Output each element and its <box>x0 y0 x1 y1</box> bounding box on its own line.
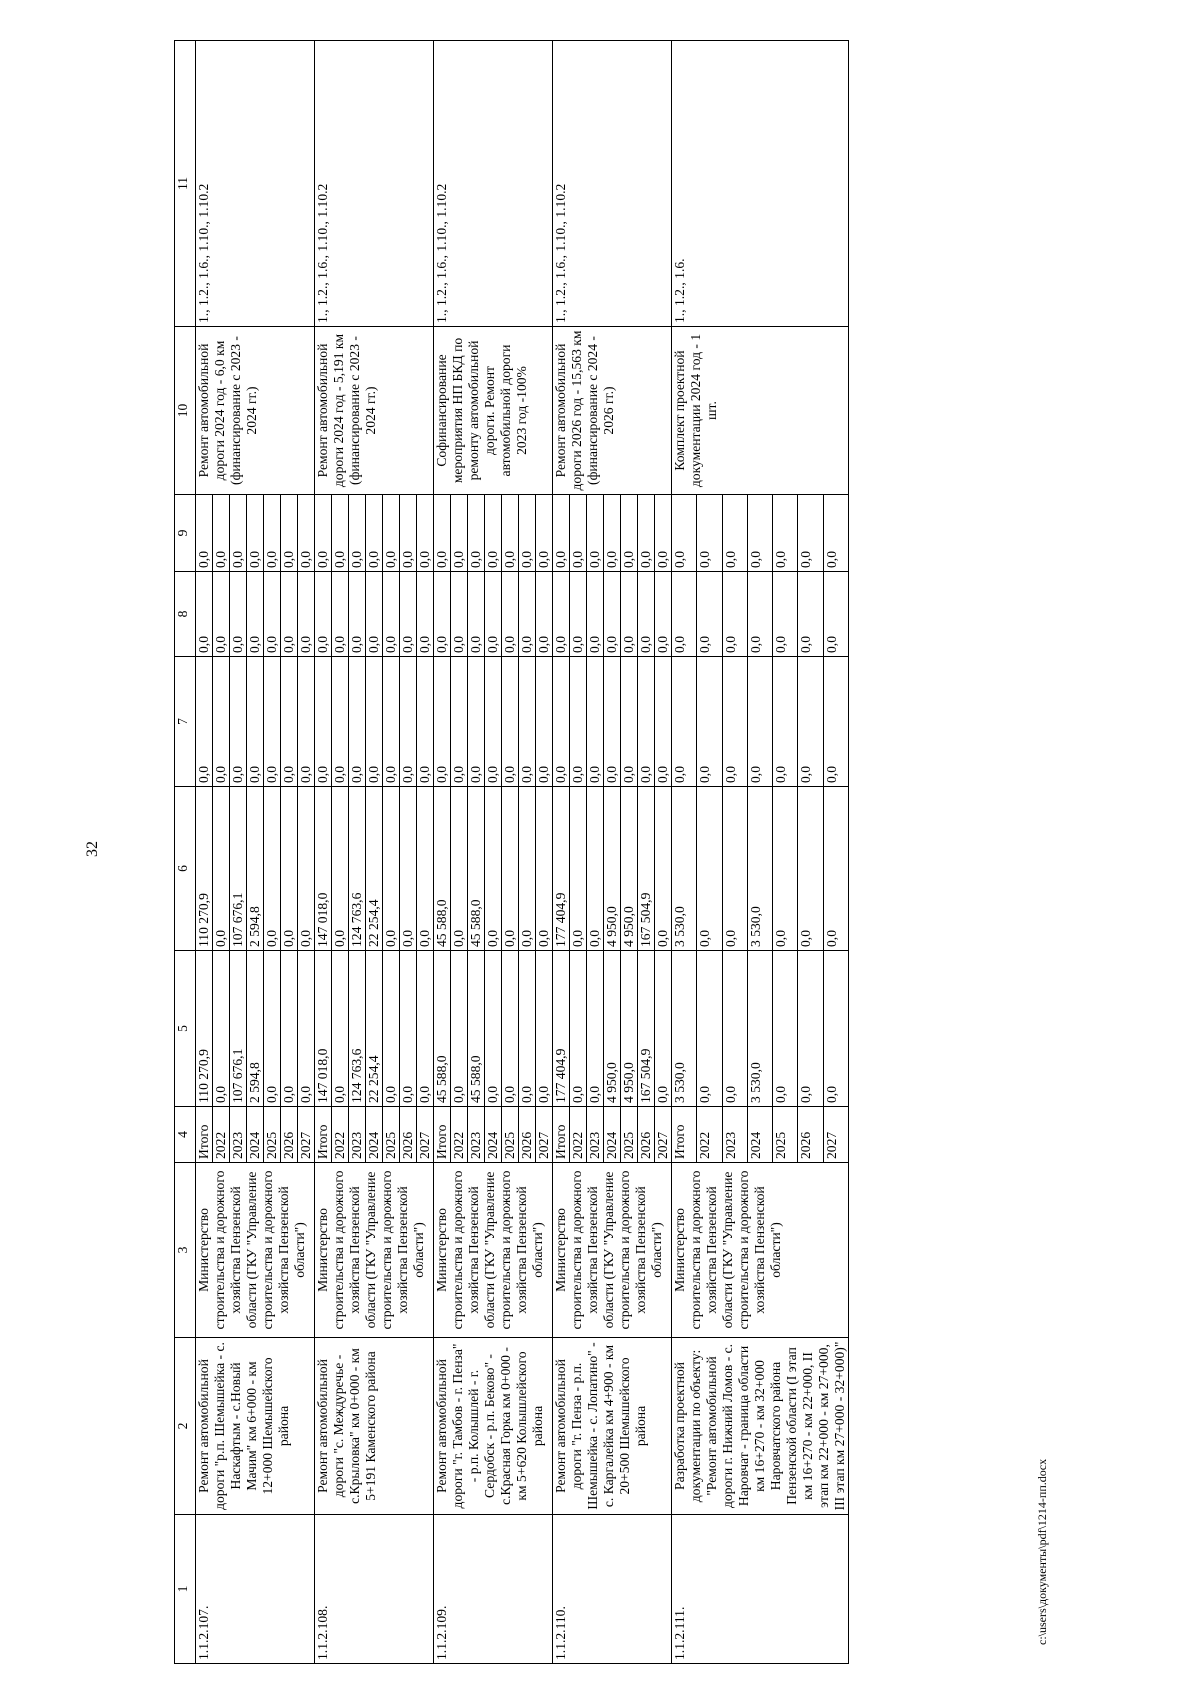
year-cell: 2025 <box>773 1107 798 1163</box>
amount-cell-c6: 0,0 <box>417 787 434 951</box>
amount-cell-c5: 0,0 <box>502 951 519 1107</box>
amount-cell-c5: 147 018,0 <box>315 951 332 1107</box>
amount-cell-c6: 0,0 <box>383 787 400 951</box>
target-indicator: Ремонт автомобильной дороги 2024 год - 5,191 км (финансирование с 2023 - 2024 гг.) <box>315 327 434 495</box>
amount-cell-c8: 0,0 <box>213 572 230 657</box>
amount-cell-c9: 0,0 <box>383 495 400 572</box>
amount-cell-c6: 2 594,8 <box>247 787 264 951</box>
amount-cell-c8: 0,0 <box>196 572 213 657</box>
amount-cell-c7: 0,0 <box>553 657 570 787</box>
amount-cell-c8: 0,0 <box>570 572 587 657</box>
amount-cell-c7: 0,0 <box>247 657 264 787</box>
amount-cell-c5: 110 270,9 <box>196 951 213 1107</box>
amount-cell-c9: 0,0 <box>434 495 451 572</box>
year-cell: Итого <box>553 1107 570 1163</box>
amount-cell-c8: 0,0 <box>383 572 400 657</box>
amount-cell-c5: 2 594,8 <box>247 951 264 1107</box>
amount-cell-c7: 0,0 <box>638 657 655 787</box>
program-links: 1., 1.2., 1.6., 1.10., 1.10.2 <box>315 41 434 327</box>
amount-cell-c5: 0,0 <box>587 951 604 1107</box>
amount-cell-c5: 0,0 <box>451 951 468 1107</box>
amount-cell-c5: 0,0 <box>823 951 848 1107</box>
amount-cell-c9: 0,0 <box>502 495 519 572</box>
year-cell: 2025 <box>383 1107 400 1163</box>
amount-cell-c8: 0,0 <box>451 572 468 657</box>
amount-cell-c9: 0,0 <box>587 495 604 572</box>
year-cell: 2024 <box>247 1107 264 1163</box>
footer-file-path: c:\users\документы\pdf\1214-пп.docx <box>1035 1458 1049 1645</box>
amount-cell-c6: 0,0 <box>281 787 298 951</box>
responsible-executor: Министерство строительства и дорожного хозяйства Пензенской области (ГКУ "Управление строительства и дорожного хозяйства Пензенской области") <box>434 1163 553 1338</box>
activity-number: 1.1.2.108. <box>315 1515 434 1664</box>
amount-cell-c8: 0,0 <box>621 572 638 657</box>
amount-cell-c7: 0,0 <box>773 657 798 787</box>
amount-cell-c5: 0,0 <box>332 951 349 1107</box>
amount-cell-c6: 0,0 <box>502 787 519 951</box>
amount-cell-c8: 0,0 <box>773 572 798 657</box>
amount-cell-c7: 0,0 <box>621 657 638 787</box>
amount-cell-c5: 0,0 <box>722 951 747 1107</box>
table-body <box>196 41 849 1664</box>
amount-cell-c9: 0,0 <box>366 495 383 572</box>
year-cell: 2026 <box>638 1107 655 1163</box>
year-cell: 2027 <box>655 1107 672 1163</box>
column-header: 10 <box>175 327 196 495</box>
amount-cell-c5: 0,0 <box>655 951 672 1107</box>
amount-cell-c7: 0,0 <box>349 657 366 787</box>
amount-cell-c6: 0,0 <box>400 787 417 951</box>
amount-cell-c5: 0,0 <box>298 951 315 1107</box>
amount-cell-c5: 0,0 <box>264 951 281 1107</box>
year-cell: 2027 <box>417 1107 434 1163</box>
column-header: 4 <box>175 1107 196 1163</box>
activity-number: 1.1.2.111. <box>672 1515 849 1664</box>
activity-name: Ремонт автомобильной дороги "р.п. Шемышейка - с. Наскафтым - с.Новый Мачим" км 6+000 - км 12+000 Шемышейского района <box>196 1338 315 1515</box>
amount-cell-c9: 0,0 <box>747 495 772 572</box>
amount-cell-c8: 0,0 <box>468 572 485 657</box>
amount-cell-c6: 45 588,0 <box>434 787 451 951</box>
amount-cell-c5: 0,0 <box>798 951 823 1107</box>
amount-cell-c5: 45 588,0 <box>434 951 451 1107</box>
amount-cell-c5: 3 530,0 <box>672 951 697 1107</box>
target-indicator: Ремонт автомобильной дороги 2024 год - 6,0 км (финансирование с 2023 - 2024 гг.) <box>196 327 315 495</box>
amount-cell-c6: 22 254,4 <box>366 787 383 951</box>
amount-cell-c6: 0,0 <box>264 787 281 951</box>
table-row <box>553 41 570 1664</box>
year-cell: Итого <box>672 1107 697 1163</box>
amount-cell-c9: 0,0 <box>823 495 848 572</box>
table-row <box>434 41 451 1664</box>
amount-cell-c8: 0,0 <box>747 572 772 657</box>
amount-cell-c5: 0,0 <box>697 951 722 1107</box>
column-header: 9 <box>175 495 196 572</box>
column-header: 11 <box>175 41 196 327</box>
amount-cell-c6: 0,0 <box>536 787 553 951</box>
amount-cell-c7: 0,0 <box>383 657 400 787</box>
amount-cell-c7: 0,0 <box>315 657 332 787</box>
year-cell: Итого <box>434 1107 451 1163</box>
amount-cell-c7: 0,0 <box>400 657 417 787</box>
amount-cell-c5: 124 763,6 <box>349 951 366 1107</box>
amount-cell-c6: 0,0 <box>773 787 798 951</box>
page-number: 32 <box>84 841 101 857</box>
year-cell: 2022 <box>697 1107 722 1163</box>
amount-cell-c5: 0,0 <box>400 951 417 1107</box>
year-cell: 2025 <box>621 1107 638 1163</box>
year-cell: 2026 <box>281 1107 298 1163</box>
amount-cell-c5: 0,0 <box>281 951 298 1107</box>
amount-cell-c9: 0,0 <box>451 495 468 572</box>
amount-cell-c9: 0,0 <box>485 495 502 572</box>
amount-cell-c9: 0,0 <box>798 495 823 572</box>
activity-number: 1.1.2.107. <box>196 1515 315 1664</box>
amount-cell-c7: 0,0 <box>747 657 772 787</box>
year-cell: 2027 <box>536 1107 553 1163</box>
year-cell: 2024 <box>485 1107 502 1163</box>
year-cell: 2022 <box>332 1107 349 1163</box>
amount-cell-c8: 0,0 <box>638 572 655 657</box>
amount-cell-c9: 0,0 <box>281 495 298 572</box>
year-cell: 2023 <box>230 1107 247 1163</box>
amount-cell-c6: 0,0 <box>332 787 349 951</box>
activity-name: Разработка проектной документации по объекту: "Ремонт автомобильной дороги г. Нижний Ломов - с. Наровчат - граница области км 16+270 - км 32+000 Наровчатского района Пензенской области (I этап км 16+270 - км 22+000, II этап км 22+000 - км 27+000, III этап км 27+000 - 32+000)" <box>672 1338 849 1515</box>
amount-cell-c5: 0,0 <box>485 951 502 1107</box>
amount-cell-c5: 0,0 <box>417 951 434 1107</box>
year-cell: 2026 <box>400 1107 417 1163</box>
amount-cell-c6: 3 530,0 <box>672 787 697 951</box>
year-cell: 2022 <box>570 1107 587 1163</box>
amount-cell-c6: 107 676,1 <box>230 787 247 951</box>
amount-cell-c5: 167 504,9 <box>638 951 655 1107</box>
program-links: 1., 1.2., 1.6., 1.10., 1.10.2 <box>434 41 553 327</box>
amount-cell-c6: 0,0 <box>485 787 502 951</box>
amount-cell-c5: 0,0 <box>519 951 536 1107</box>
amount-cell-c5: 0,0 <box>773 951 798 1107</box>
year-cell: 2026 <box>798 1107 823 1163</box>
amount-cell-c8: 0,0 <box>553 572 570 657</box>
amount-cell-c7: 0,0 <box>230 657 247 787</box>
column-header: 3 <box>175 1163 196 1338</box>
amount-cell-c9: 0,0 <box>536 495 553 572</box>
target-indicator: Софинансирование мероприятия НП БКД по ремонту автомобильной дороги. Ремонт автомобильной дороги 2023 год -100% <box>434 327 553 495</box>
program-links: 1., 1.2., 1.6., 1.10., 1.10.2 <box>196 41 315 327</box>
amount-cell-c8: 0,0 <box>798 572 823 657</box>
amount-cell-c6: 4 950,0 <box>604 787 621 951</box>
amount-cell-c5: 3 530,0 <box>747 951 772 1107</box>
amount-cell-c6: 0,0 <box>722 787 747 951</box>
amount-cell-c8: 0,0 <box>400 572 417 657</box>
amount-cell-c8: 0,0 <box>672 572 697 657</box>
amount-cell-c7: 0,0 <box>451 657 468 787</box>
amount-cell-c9: 0,0 <box>519 495 536 572</box>
amount-cell-c6: 0,0 <box>655 787 672 951</box>
amount-cell-c8: 0,0 <box>366 572 383 657</box>
amount-cell-c5: 0,0 <box>536 951 553 1107</box>
amount-cell-c6: 0,0 <box>451 787 468 951</box>
amount-cell-c7: 0,0 <box>417 657 434 787</box>
amount-cell-c5: 45 588,0 <box>468 951 485 1107</box>
year-cell: 2023 <box>349 1107 366 1163</box>
amount-cell-c6: 0,0 <box>823 787 848 951</box>
amount-cell-c8: 0,0 <box>230 572 247 657</box>
amount-cell-c7: 0,0 <box>823 657 848 787</box>
amount-cell-c9: 0,0 <box>332 495 349 572</box>
amount-cell-c9: 0,0 <box>697 495 722 572</box>
amount-cell-c7: 0,0 <box>587 657 604 787</box>
amount-cell-c6: 0,0 <box>697 787 722 951</box>
amount-cell-c8: 0,0 <box>655 572 672 657</box>
amount-cell-c7: 0,0 <box>604 657 621 787</box>
amount-cell-c7: 0,0 <box>332 657 349 787</box>
amount-cell-c9: 0,0 <box>638 495 655 572</box>
amount-cell-c9: 0,0 <box>553 495 570 572</box>
amount-cell-c6: 0,0 <box>213 787 230 951</box>
amount-cell-c6: 147 018,0 <box>315 787 332 951</box>
amount-cell-c9: 0,0 <box>417 495 434 572</box>
year-cell: 2024 <box>604 1107 621 1163</box>
year-cell: 2022 <box>451 1107 468 1163</box>
responsible-executor: Министерство строительства и дорожного хозяйства Пензенской области (ГКУ "Управление строительства и дорожного хозяйства Пензенской области") <box>553 1163 672 1338</box>
amount-cell-c9: 0,0 <box>213 495 230 572</box>
amount-cell-c9: 0,0 <box>349 495 366 572</box>
year-cell: 2024 <box>366 1107 383 1163</box>
amount-cell-c7: 0,0 <box>196 657 213 787</box>
year-cell: Итого <box>315 1107 332 1163</box>
amount-cell-c8: 0,0 <box>519 572 536 657</box>
amount-cell-c7: 0,0 <box>502 657 519 787</box>
activity-number: 1.1.2.109. <box>434 1515 553 1664</box>
amount-cell-c9: 0,0 <box>621 495 638 572</box>
amount-cell-c7: 0,0 <box>213 657 230 787</box>
amount-cell-c7: 0,0 <box>722 657 747 787</box>
amount-cell-c7: 0,0 <box>434 657 451 787</box>
amount-cell-c9: 0,0 <box>604 495 621 572</box>
target-indicator: Ремонт автомобильной дороги 2026 год - 15,563 км (финансирование с 2024 - 2026 гг.) <box>553 327 672 495</box>
amount-cell-c9: 0,0 <box>247 495 264 572</box>
amount-cell-c8: 0,0 <box>587 572 604 657</box>
amount-cell-c8: 0,0 <box>349 572 366 657</box>
amount-cell-c9: 0,0 <box>773 495 798 572</box>
amount-cell-c7: 0,0 <box>672 657 697 787</box>
amount-cell-c8: 0,0 <box>722 572 747 657</box>
amount-cell-c5: 107 676,1 <box>230 951 247 1107</box>
year-cell: 2027 <box>298 1107 315 1163</box>
year-cell: 2025 <box>264 1107 281 1163</box>
responsible-executor: Министерство строительства и дорожного хозяйства Пензенской области (ГКУ "Управление строительства и дорожного хозяйства Пензенской области") <box>315 1163 434 1338</box>
responsible-executor: Министерство строительства и дорожного хозяйства Пензенской области (ГКУ "Управление строительства и дорожного хозяйства Пензенской области") <box>196 1163 315 1338</box>
amount-cell-c7: 0,0 <box>798 657 823 787</box>
amount-cell-c8: 0,0 <box>604 572 621 657</box>
program-links: 1., 1.2., 1.6., 1.10., 1.10.2 <box>553 41 672 327</box>
amount-cell-c7: 0,0 <box>281 657 298 787</box>
activity-name: Ремонт автомобильной дороги "г. Тамбов - г. Пенза" - р.п. Колышлей - г. Сердобск - р.п. Беково" - с.Красная Горка км 0+000 - км 5+620 Колышлейского района <box>434 1338 553 1515</box>
target-indicator: Комплект проектной документации 2024 год - 1 шт. <box>672 327 849 495</box>
amount-cell-c5: 4 950,0 <box>621 951 638 1107</box>
amount-cell-c6: 167 504,9 <box>638 787 655 951</box>
amount-cell-c8: 0,0 <box>281 572 298 657</box>
amount-cell-c7: 0,0 <box>298 657 315 787</box>
amount-cell-c5: 177 404,9 <box>553 951 570 1107</box>
amount-cell-c6: 124 763,6 <box>349 787 366 951</box>
amount-cell-c7: 0,0 <box>570 657 587 787</box>
amount-cell-c5: 4 950,0 <box>604 951 621 1107</box>
amount-cell-c6: 3 530,0 <box>747 787 772 951</box>
year-cell: 2023 <box>587 1107 604 1163</box>
year-cell: 2025 <box>502 1107 519 1163</box>
amount-cell-c7: 0,0 <box>519 657 536 787</box>
amount-cell-c6: 0,0 <box>519 787 536 951</box>
table-row <box>196 41 213 1664</box>
amount-cell-c6: 4 950,0 <box>621 787 638 951</box>
amount-cell-c6: 0,0 <box>587 787 604 951</box>
amount-cell-c7: 0,0 <box>697 657 722 787</box>
column-header: 2 <box>175 1338 196 1515</box>
amount-cell-c5: 0,0 <box>383 951 400 1107</box>
activity-number: 1.1.2.110. <box>553 1515 672 1664</box>
amount-cell-c7: 0,0 <box>655 657 672 787</box>
column-header: 8 <box>175 572 196 657</box>
amount-cell-c7: 0,0 <box>264 657 281 787</box>
amount-cell-c9: 0,0 <box>196 495 213 572</box>
amount-cell-c8: 0,0 <box>823 572 848 657</box>
amount-cell-c6: 45 588,0 <box>468 787 485 951</box>
program-links: 1., 1.2., 1.6. <box>672 41 849 327</box>
amount-cell-c8: 0,0 <box>697 572 722 657</box>
column-header: 6 <box>175 787 196 951</box>
amount-cell-c8: 0,0 <box>536 572 553 657</box>
amount-cell-c6: 0,0 <box>570 787 587 951</box>
amount-cell-c5: 22 254,4 <box>366 951 383 1107</box>
amount-cell-c8: 0,0 <box>298 572 315 657</box>
table-row <box>672 41 697 1664</box>
rotated-table-container <box>174 41 1180 1664</box>
column-number-row <box>175 41 196 1664</box>
activity-name: Ремонт автомобильной дороги "г. Пенза - р.п. Шемышейка - с. Лопатино" - с. Каргалейка км 4+900 - км 20+500 Шемышейского района <box>553 1338 672 1515</box>
amount-cell-c9: 0,0 <box>468 495 485 572</box>
amount-cell-c8: 0,0 <box>502 572 519 657</box>
amount-cell-c7: 0,0 <box>366 657 383 787</box>
program-activities-table <box>174 40 849 1664</box>
year-cell: 2022 <box>213 1107 230 1163</box>
amount-cell-c9: 0,0 <box>570 495 587 572</box>
amount-cell-c5: 0,0 <box>213 951 230 1107</box>
amount-cell-c6: 0,0 <box>798 787 823 951</box>
amount-cell-c9: 0,0 <box>655 495 672 572</box>
activity-name: Ремонт автомобильной дороги "с. Междуречье - с.Крыловка" км 0+000 - км 5+191 Каменского района <box>315 1338 434 1515</box>
table-row <box>315 41 332 1664</box>
amount-cell-c7: 0,0 <box>485 657 502 787</box>
amount-cell-c9: 0,0 <box>672 495 697 572</box>
year-cell: Итого <box>196 1107 213 1163</box>
amount-cell-c8: 0,0 <box>485 572 502 657</box>
amount-cell-c6: 110 270,9 <box>196 787 213 951</box>
amount-cell-c9: 0,0 <box>722 495 747 572</box>
amount-cell-c5: 0,0 <box>570 951 587 1107</box>
column-header: 5 <box>175 951 196 1107</box>
year-cell: 2023 <box>468 1107 485 1163</box>
amount-cell-c6: 177 404,9 <box>553 787 570 951</box>
responsible-executor: Министерство строительства и дорожного хозяйства Пензенской области (ГКУ "Управление строительства и дорожного хозяйства Пензенской области") <box>672 1163 849 1338</box>
year-cell: 2024 <box>747 1107 772 1163</box>
amount-cell-c8: 0,0 <box>417 572 434 657</box>
amount-cell-c8: 0,0 <box>264 572 281 657</box>
year-cell: 2027 <box>823 1107 848 1163</box>
amount-cell-c9: 0,0 <box>315 495 332 572</box>
amount-cell-c6: 0,0 <box>298 787 315 951</box>
column-header: 7 <box>175 657 196 787</box>
amount-cell-c9: 0,0 <box>264 495 281 572</box>
amount-cell-c8: 0,0 <box>315 572 332 657</box>
amount-cell-c8: 0,0 <box>434 572 451 657</box>
amount-cell-c9: 0,0 <box>400 495 417 572</box>
amount-cell-c9: 0,0 <box>298 495 315 572</box>
amount-cell-c8: 0,0 <box>332 572 349 657</box>
amount-cell-c7: 0,0 <box>468 657 485 787</box>
year-cell: 2023 <box>722 1107 747 1163</box>
year-cell: 2026 <box>519 1107 536 1163</box>
amount-cell-c7: 0,0 <box>536 657 553 787</box>
amount-cell-c8: 0,0 <box>247 572 264 657</box>
column-header: 1 <box>175 1515 196 1664</box>
amount-cell-c9: 0,0 <box>230 495 247 572</box>
